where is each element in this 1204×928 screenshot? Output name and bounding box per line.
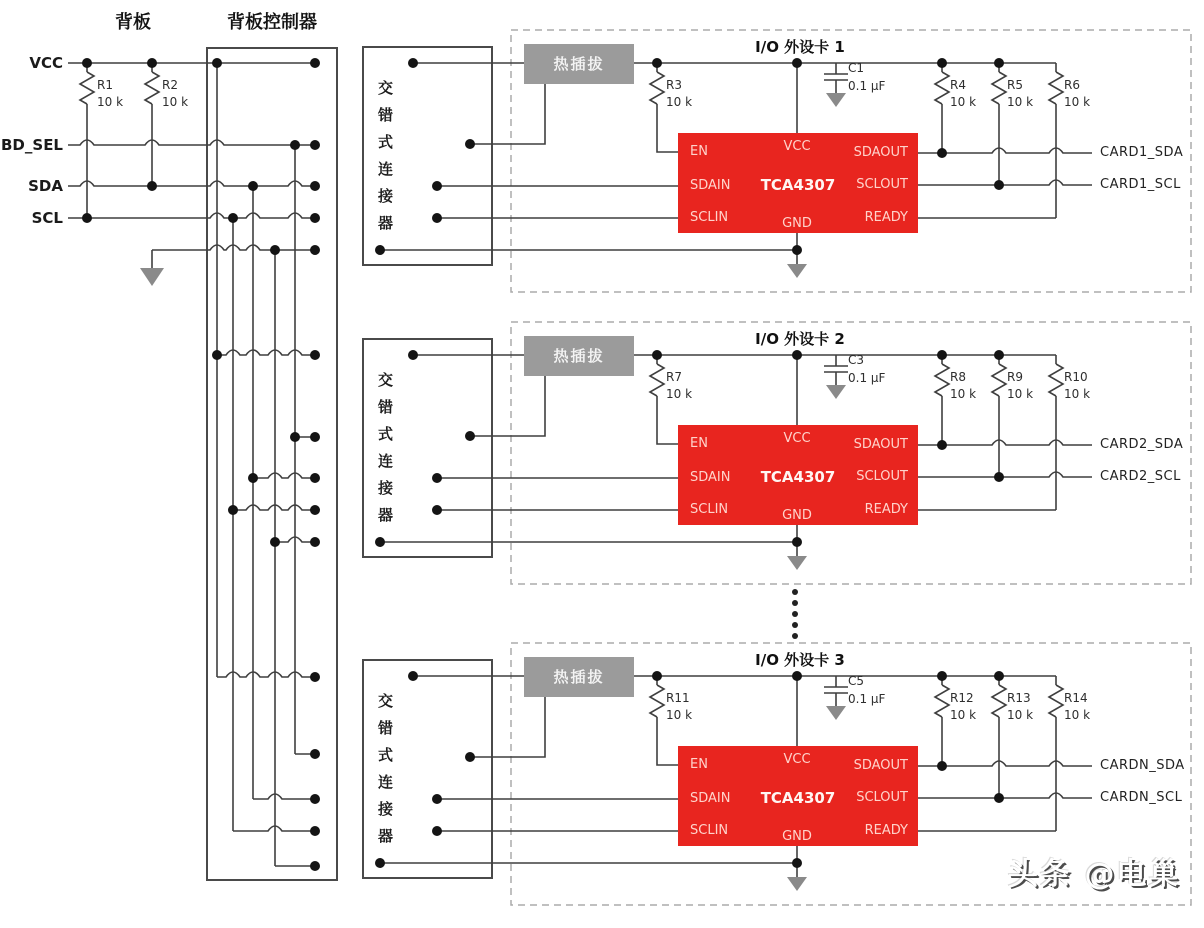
continuation-dots (792, 589, 798, 639)
resistor-ref-r11: R11 (666, 691, 690, 705)
hot-swap-label-2: 热插拔 (553, 347, 605, 365)
resistor-ref-r14: R14 (1064, 691, 1088, 705)
resistor-value-r9: 10 k (1007, 387, 1034, 401)
chip3-pin-gnd: GND (782, 829, 812, 844)
chip2-pin-sdain: SDAIN (690, 470, 731, 485)
chip2-pin-sdaout: SDAOUT (853, 437, 908, 452)
signal-label-scl: SCL (31, 209, 63, 227)
chip2-pin-en: EN (690, 436, 708, 451)
chip3-pin-sdain: SDAIN (690, 791, 731, 806)
card-1-title: I/O 外设卡 1 (755, 38, 845, 56)
chip2-pin-sclout: SCLOUT (856, 469, 908, 484)
resistor-value-r2: 10 k (162, 95, 189, 109)
watermark: 头条 @电巢 (1008, 857, 1181, 892)
chip1-pin-sclout: SCLOUT (856, 177, 908, 192)
backplane-junction-dots (82, 58, 320, 871)
chip2-part-number: TCA4307 (760, 468, 836, 486)
resistor-ref-r10: R10 (1064, 370, 1088, 384)
signal-label-vcc: VCC (29, 54, 63, 72)
chip3-pin-sclin: SCLIN (690, 823, 729, 838)
chip3-pin-ready: READY (864, 823, 908, 838)
chip3-part-number: TCA4307 (760, 789, 836, 807)
card-2-title: I/O 外设卡 2 (755, 330, 845, 348)
controller-title: 背板控制器 (227, 12, 317, 33)
chip2-pin-ready: READY (864, 502, 908, 517)
chip1-pin-sclin: SCLIN (690, 210, 729, 225)
chip2-pin-gnd: GND (782, 508, 812, 523)
chip2-pin-sclin: SCLIN (690, 502, 729, 517)
chip1-pin-en: EN (690, 144, 708, 159)
backplane-wires (68, 63, 315, 866)
resistor-value-r8: 10 k (950, 387, 977, 401)
resistor-ref-r9: R9 (1007, 370, 1023, 384)
signal-label-bd-sel: BD_SEL (1, 136, 63, 154)
signal-label-sda: SDA (28, 177, 63, 195)
resistor-ref-r4: R4 (950, 78, 966, 92)
cap-value-c5: 0.1 µF (848, 692, 886, 706)
card1-output-sda: CARD1_SDA (1100, 145, 1184, 160)
chip1-part-number: TCA4307 (760, 176, 836, 194)
resistor-ref-r8: R8 (950, 370, 966, 384)
resistor-value-r1: 10 k (97, 95, 124, 109)
resistor-value-r3: 10 k (666, 95, 693, 109)
chip1-pin-gnd: GND (782, 216, 812, 231)
resistor-value-r6: 10 k (1064, 95, 1091, 109)
chip3-pin-sdaout: SDAOUT (853, 758, 908, 773)
hot-swap-label-1: 热插拔 (553, 55, 605, 73)
chip3-pin-vcc: VCC (783, 752, 811, 767)
cap-ref-c5: C5 (848, 674, 865, 688)
backplane-title: 背板 (115, 12, 151, 33)
chip1-pin-sdaout: SDAOUT (853, 145, 908, 160)
chip1-pin-vcc: VCC (783, 139, 811, 154)
chip2-pin-vcc: VCC (783, 431, 811, 446)
card-3-title: I/O 外设卡 3 (755, 651, 845, 669)
resistor-value-r13: 10 k (1007, 708, 1034, 722)
chip3-pin-sclout: SCLOUT (856, 790, 908, 805)
card3-output-sda: CARDN_SDA (1100, 758, 1185, 773)
chip1-pin-ready: READY (864, 210, 908, 225)
resistor-value-r10: 10 k (1064, 387, 1091, 401)
resistor-value-r12: 10 k (950, 708, 977, 722)
resistor-value-r14: 10 k (1064, 708, 1091, 722)
connector-label-1: 交错式连接器 (376, 80, 394, 242)
resistor-value-r7: 10 k (666, 387, 693, 401)
connector-label-2: 交错式连接器 (376, 372, 394, 534)
resistor-ref-r3: R3 (666, 78, 682, 92)
resistor-value-r5: 10 k (1007, 95, 1034, 109)
cap-ref-c1: C1 (848, 61, 865, 75)
backplane-ground-symbol (140, 268, 164, 286)
card2-output-scl: CARD2_SCL (1100, 469, 1181, 484)
cap-ref-c3: C3 (848, 353, 865, 367)
resistor-ref-r6: R6 (1064, 78, 1080, 92)
resistor-ref-r2: R2 (162, 78, 178, 92)
resistor-ref-r12: R12 (950, 691, 974, 705)
hot-swap-label-3: 热插拔 (553, 668, 605, 686)
chip3-pin-en: EN (690, 757, 708, 772)
connector-label-3: 交错式连接器 (376, 693, 394, 855)
card3-output-scl: CARDN_SCL (1100, 790, 1183, 805)
resistor-ref-r7: R7 (666, 370, 682, 384)
chip1-pin-sdain: SDAIN (690, 178, 731, 193)
resistor-value-r11: 10 k (666, 708, 693, 722)
card1-output-scl: CARD1_SCL (1100, 177, 1181, 192)
cap-value-c1: 0.1 µF (848, 79, 886, 93)
resistor-ref-r5: R5 (1007, 78, 1023, 92)
io-card-1-geometry (363, 30, 1191, 292)
resistor-value-r4: 10 k (950, 95, 977, 109)
card2-output-sda: CARD2_SDA (1100, 437, 1184, 452)
cap-value-c3: 0.1 µF (848, 371, 886, 385)
io-card-2-geometry (363, 322, 1191, 584)
resistor-ref-r1: R1 (97, 78, 113, 92)
resistor-ref-r13: R13 (1007, 691, 1031, 705)
